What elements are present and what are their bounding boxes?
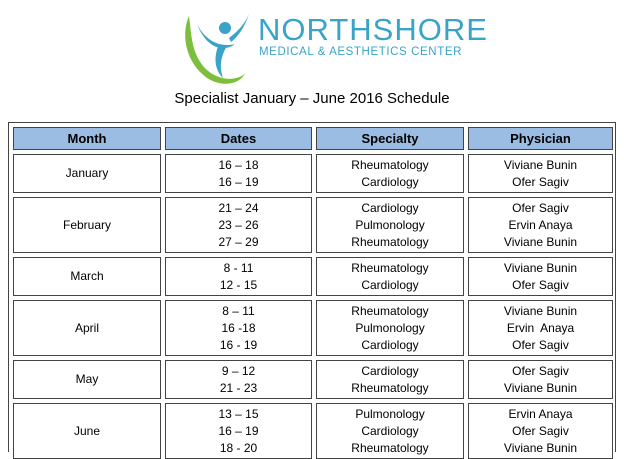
cell-specialty: [316, 197, 464, 253]
cell-specialty: [316, 360, 464, 399]
specialty-entry: Rheumatology: [351, 157, 429, 172]
cell-physician: [468, 300, 613, 356]
cell-dates: [165, 403, 312, 459]
specialty-entry: Cardiology: [361, 423, 419, 438]
figure-swoosh-logo-icon: [179, 4, 259, 86]
cell-month: [13, 257, 161, 296]
specialty-entry: Rheumatology: [351, 440, 429, 455]
cell-physician: [468, 257, 613, 296]
cell-dates: [165, 257, 312, 296]
cell-specialty: [316, 154, 464, 193]
dates-entry: 16 - 19: [219, 337, 258, 352]
specialty-entry: Cardiology: [361, 200, 419, 215]
brand-subtitle: MEDICAL & AESTHETICS CENTER: [259, 46, 463, 58]
dates-entry: 27 – 29: [218, 234, 259, 249]
physician-entry: Ervin Anaya: [508, 217, 573, 232]
physician-entry: Ofer Sagiv: [512, 200, 569, 215]
month-label: April: [74, 320, 99, 335]
physician-entry: Ofer Sagiv: [512, 363, 569, 378]
physician-entry: Ervin Anaya: [508, 406, 573, 421]
header-month: Month: [13, 127, 161, 150]
header-physician: Physician: [468, 127, 613, 150]
month-label: May: [75, 372, 99, 386]
specialty-entry: Pulmonology: [355, 320, 425, 335]
physician-entry: Ofer Sagiv: [512, 277, 569, 292]
cell-month: [13, 360, 161, 399]
brand-name: NORTHSHORE: [258, 12, 488, 47]
physician-entry: Ofer Sagiv: [512, 174, 569, 189]
schedule-table: [8, 122, 616, 455]
cell-dates: [165, 300, 312, 356]
dates-entry: 9 – 12: [221, 363, 256, 378]
cell-month: [13, 403, 161, 459]
cell-dates: [165, 360, 312, 399]
physician-entry: Ervin Anaya: [506, 320, 575, 335]
physician-entry: Viviane Bunin: [503, 303, 578, 318]
dates-entry: 16 – 19: [218, 423, 259, 438]
specialty-entry: Pulmonology: [355, 406, 425, 421]
header-dates: Dates: [165, 127, 312, 150]
dates-entry: 8 – 11: [222, 303, 255, 318]
specialty-entry: Pulmonology: [355, 217, 425, 232]
specialty-entry: Rheumatology: [351, 303, 429, 318]
physician-entry: Ofer Sagiv: [512, 423, 569, 438]
cell-physician: [468, 360, 613, 399]
physician-entry: Viviane Bunin: [503, 380, 578, 395]
dates-entry: 18 - 20: [219, 440, 258, 455]
month-label: February: [62, 217, 112, 232]
header-specialty: Specialty: [316, 127, 464, 150]
cell-month: [13, 300, 161, 356]
cell-specialty: [316, 300, 464, 356]
physician-entry: Viviane Bunin: [503, 440, 578, 455]
cell-month: [13, 197, 161, 253]
dates-entry: 13 – 15: [218, 406, 259, 421]
dates-entry: 8 - 11: [223, 260, 254, 275]
cell-physician: [468, 197, 613, 253]
specialty-entry: Rheumatology: [351, 380, 429, 395]
dates-entry: 21 - 23: [219, 380, 258, 395]
physician-entry: Viviane Bunin: [503, 234, 578, 249]
month-label: March: [70, 269, 104, 283]
specialty-entry: Cardiology: [361, 337, 419, 352]
page-title: Specialist January – June 2016 Schedule: [174, 90, 450, 107]
dates-entry: 12 - 15: [219, 277, 258, 292]
cell-month: [13, 154, 161, 193]
cell-dates: [165, 154, 312, 193]
specialty-entry: Rheumatology: [351, 260, 429, 275]
physician-entry: Ofer Sagiv: [512, 337, 569, 352]
dates-entry: 23 – 26: [218, 217, 259, 232]
cell-physician: [468, 403, 613, 459]
cell-physician: [468, 154, 613, 193]
dates-entry: 21 – 24: [218, 200, 259, 215]
month-label: January: [65, 166, 109, 180]
cell-dates: [165, 197, 312, 253]
specialty-entry: Rheumatology: [351, 234, 429, 249]
cell-specialty: [316, 403, 464, 459]
physician-entry: Viviane Bunin: [503, 260, 578, 275]
dates-entry: 16 -18: [221, 320, 256, 335]
dates-entry: 16 – 19: [218, 174, 259, 189]
cell-specialty: [316, 257, 464, 296]
dates-entry: 16 – 18: [218, 157, 259, 172]
specialty-entry: Cardiology: [361, 174, 419, 189]
month-label: June: [73, 423, 101, 438]
specialty-entry: Cardiology: [361, 363, 419, 378]
specialty-entry: Cardiology: [361, 277, 419, 292]
northshore-logo: [179, 4, 488, 86]
physician-entry: Viviane Bunin: [503, 157, 578, 172]
